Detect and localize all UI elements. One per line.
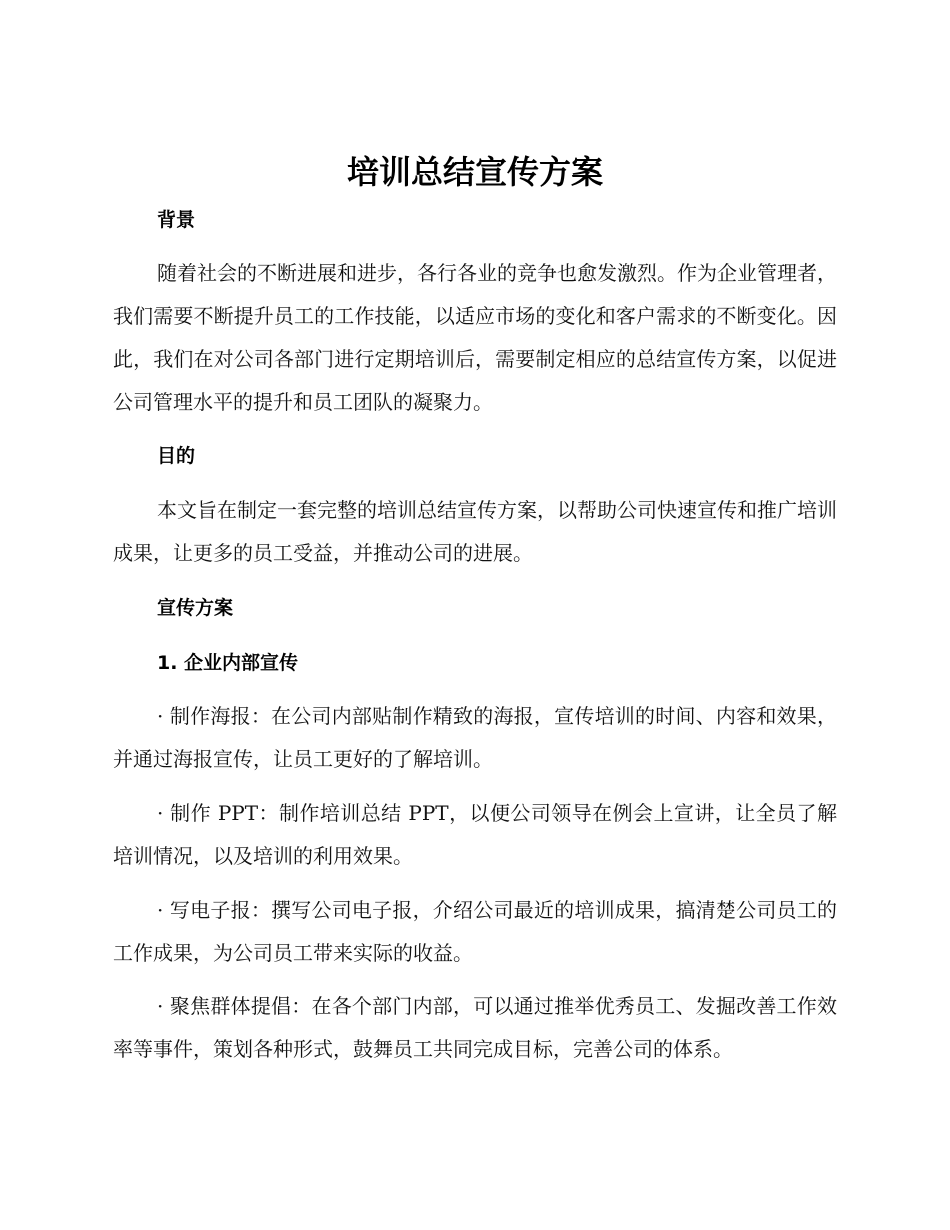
section-heading-background: 背景 [157,209,196,231]
paragraph-background: 随着社会的不断进展和进步，各行各业的竞争也愈发激烈。作为企业管理者，我们需要不断提升员工的工作技能，以适应市场的变化和客户需求的不断变化。因此，我们在对公司各部门进行定期培训后，需要制定相应的总结宣传方案，以促进公司管理水平的提升和员工团队的凝聚力。 [113,261,837,414]
section-heading-plan: 宣传方案 [157,597,234,619]
section-heading-purpose: 目的 [157,445,196,467]
document-title: 培训总结宣传方案 [346,153,603,191]
list-item-e-newsletter: · 写电子报：撰写公司电子报，介绍公司最近的培训成果，搞清楚公司员工的工作成果，为公司员工带来实际的收益。 [113,898,837,965]
list-item-ppt: · 制作 PPT：制作培训总结 PPT，以便公司领导在例会上宣讲，让全员了解培训情况，以及培训的利用效果。 [113,801,837,868]
list-item-group-advocacy: · 聚焦群体提倡：在各个部门内部，可以通过推举优秀员工、发掘改善工作效率等事件，策划各种形式，鼓舞员工共同完成目标，完善公司的体系。 [113,994,837,1061]
paragraph-purpose: 本文旨在制定一套完整的培训总结宣传方案，以帮助公司快速宣传和推广培训成果，让更多的员工受益，并推动公司的进展。 [113,498,837,565]
list-item-poster: · 制作海报：在公司内部贴制作精致的海报，宣传培训的时间、内容和效果，并通过海报宣传，让员工更好的了解培训。 [113,704,837,771]
subheading-internal-promotion: 1. 企业内部宣传 [157,652,299,674]
